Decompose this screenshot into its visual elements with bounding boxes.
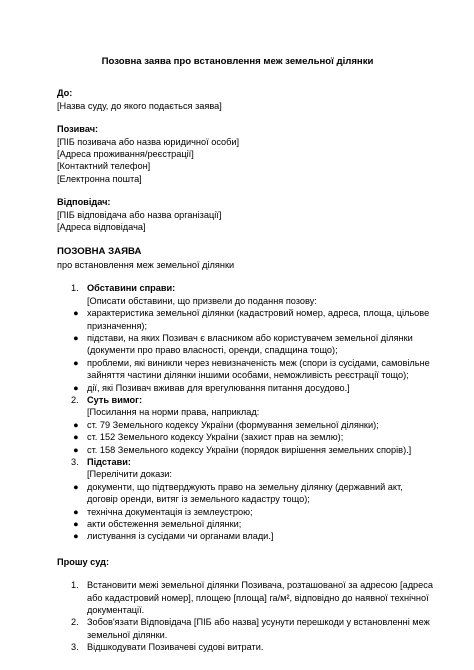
list-item xyxy=(57,506,418,518)
pray-item-text: Зобов'язати Відповідача [ПІБ або назва] усунути перешкоди у встановленні меж xyxy=(87,617,430,628)
pray-item-text: земельної ділянки. xyxy=(87,629,168,640)
bullet-list xyxy=(57,307,430,394)
bullet-icon: ● xyxy=(73,332,79,343)
list-item-text: технічна документація із землеустрою; xyxy=(87,506,253,517)
bullet-icon: ● xyxy=(73,382,79,393)
bullet-icon: ● xyxy=(73,506,79,517)
list-item-text: листування із сусідами чи органами влади.] xyxy=(87,531,274,542)
list-item-text: договір оренди, витяг із земельного кадастру тощо); xyxy=(87,494,310,505)
list-item-text: характеристика земельної ділянки (кадастровий номер, адреса, площа, цільове xyxy=(87,308,430,319)
plaintiff-email: [Електронна пошта] xyxy=(57,173,142,184)
pray-item-text: Відшкодувати Позивачеві судові витрати. xyxy=(87,642,264,653)
section-title: Обставини справи: xyxy=(87,283,176,294)
list-item xyxy=(57,431,418,443)
list-item xyxy=(57,530,418,542)
plaintiff-phone: [Контактний телефон] xyxy=(57,161,151,172)
section-grounds xyxy=(57,456,418,543)
defendant-block xyxy=(57,196,418,233)
list-item-text: призначення); xyxy=(87,320,148,331)
pray-number: 2. xyxy=(71,617,79,628)
list-item-text: проблеми, які виникли через невизначеність меж (спори із сусідами, самовільне xyxy=(87,357,430,368)
bullet-icon: ● xyxy=(73,308,79,319)
defendant-label: Відповідач: xyxy=(57,197,111,208)
list-item xyxy=(57,444,418,456)
pray-item xyxy=(57,579,433,616)
pray-item-text: або кадастровий номер], площею [площа] га/м², відповідно до наявної технічної xyxy=(87,592,429,603)
section-number: 2. xyxy=(71,394,79,405)
section-claims xyxy=(57,394,418,456)
section-circumstances xyxy=(57,282,430,394)
list-item-text: ст. 158 Земельного кодексу України (порядок вирішення земельних спорів).] xyxy=(87,444,412,455)
plaintiff-name: [ПІБ позивача або назва юридичної особи] xyxy=(57,136,240,147)
defendant-name: [ПІБ відповідача або назва організації] xyxy=(57,209,222,220)
section-number: 3. xyxy=(71,456,79,467)
pray-item xyxy=(57,616,430,641)
pray-item xyxy=(57,641,418,653)
pray-list xyxy=(57,579,433,653)
list-item-text: акти обстеження земельної ділянки; xyxy=(87,519,242,529)
list-item-text: ст. 79 Земельного кодексу України (формування земельної ділянки); xyxy=(87,419,379,430)
bullet-list xyxy=(57,419,418,456)
court-name: [Назва суду, до якого подається заява] xyxy=(57,100,222,111)
list-item-text: ст. 152 Земельного кодексу України (захист прав на землю); xyxy=(87,432,344,443)
list-item-text: дії, які Позивач вживав для врегулювання питання досудово.] xyxy=(87,382,350,393)
list-item-text: зайняття частини ділянки іншими особами, неможливість реєстрації тощо); xyxy=(87,370,409,381)
bullet-icon: ● xyxy=(73,419,79,430)
pray-item-text: Встановити межі земельної ділянки Позивача, розташованої за адресою [адреса xyxy=(87,580,433,591)
claim-heading: ПОЗОВНА ЗАЯВА xyxy=(57,246,142,258)
list-item xyxy=(57,332,418,357)
pray-number: 3. xyxy=(71,642,79,653)
bullet-icon: ● xyxy=(73,432,79,443)
list-item xyxy=(57,357,430,382)
section-title: Суть вимог: xyxy=(87,394,143,405)
list-item-text: підстави, на яких Позивач є власником або користувачем земельної ділянки xyxy=(87,332,413,343)
plaintiff-block xyxy=(57,123,418,185)
court-block xyxy=(57,87,418,112)
section-intro: [Описати обставини, що призвели до подання позову: xyxy=(87,295,317,306)
list-item xyxy=(57,307,430,332)
list-item xyxy=(57,481,418,506)
bullet-icon: ● xyxy=(73,519,79,529)
list-item xyxy=(57,419,418,431)
section-intro: [Посилання на норми права, наприклад: xyxy=(87,407,260,418)
list-item-text: документи, що підтверджують право на земельну ділянку (державний акт, xyxy=(87,481,403,492)
section-number: 1. xyxy=(71,283,79,294)
defendant-address: [Адреса відповідача] xyxy=(57,222,146,233)
pray-heading: Прошу суд: xyxy=(57,556,110,567)
pray-item-text: документації. xyxy=(87,605,145,616)
pray-number: 1. xyxy=(71,580,79,591)
document-title: Позовна заява про встановлення меж земельної ділянки xyxy=(101,56,374,67)
bullet-icon: ● xyxy=(73,444,79,455)
to-label: До: xyxy=(57,88,73,99)
list-item xyxy=(57,518,418,530)
section-title: Підстави: xyxy=(87,456,131,467)
claim-subheading: про встановлення меж земельної ділянки xyxy=(57,259,235,270)
plaintiff-address: [Адреса проживання/реєстрації] xyxy=(57,149,194,160)
plaintiff-label: Позивач: xyxy=(57,124,99,135)
bullet-icon: ● xyxy=(73,531,79,542)
list-item-text: (документи про право власності, оренди, спадщина тощо); xyxy=(87,345,338,356)
section-intro: [Перелічити докази: xyxy=(87,469,172,480)
bullet-list xyxy=(57,481,418,543)
bullet-icon: ● xyxy=(73,481,79,492)
list-item xyxy=(57,382,418,394)
claim-sections xyxy=(57,282,430,543)
bullet-icon: ● xyxy=(73,357,79,368)
